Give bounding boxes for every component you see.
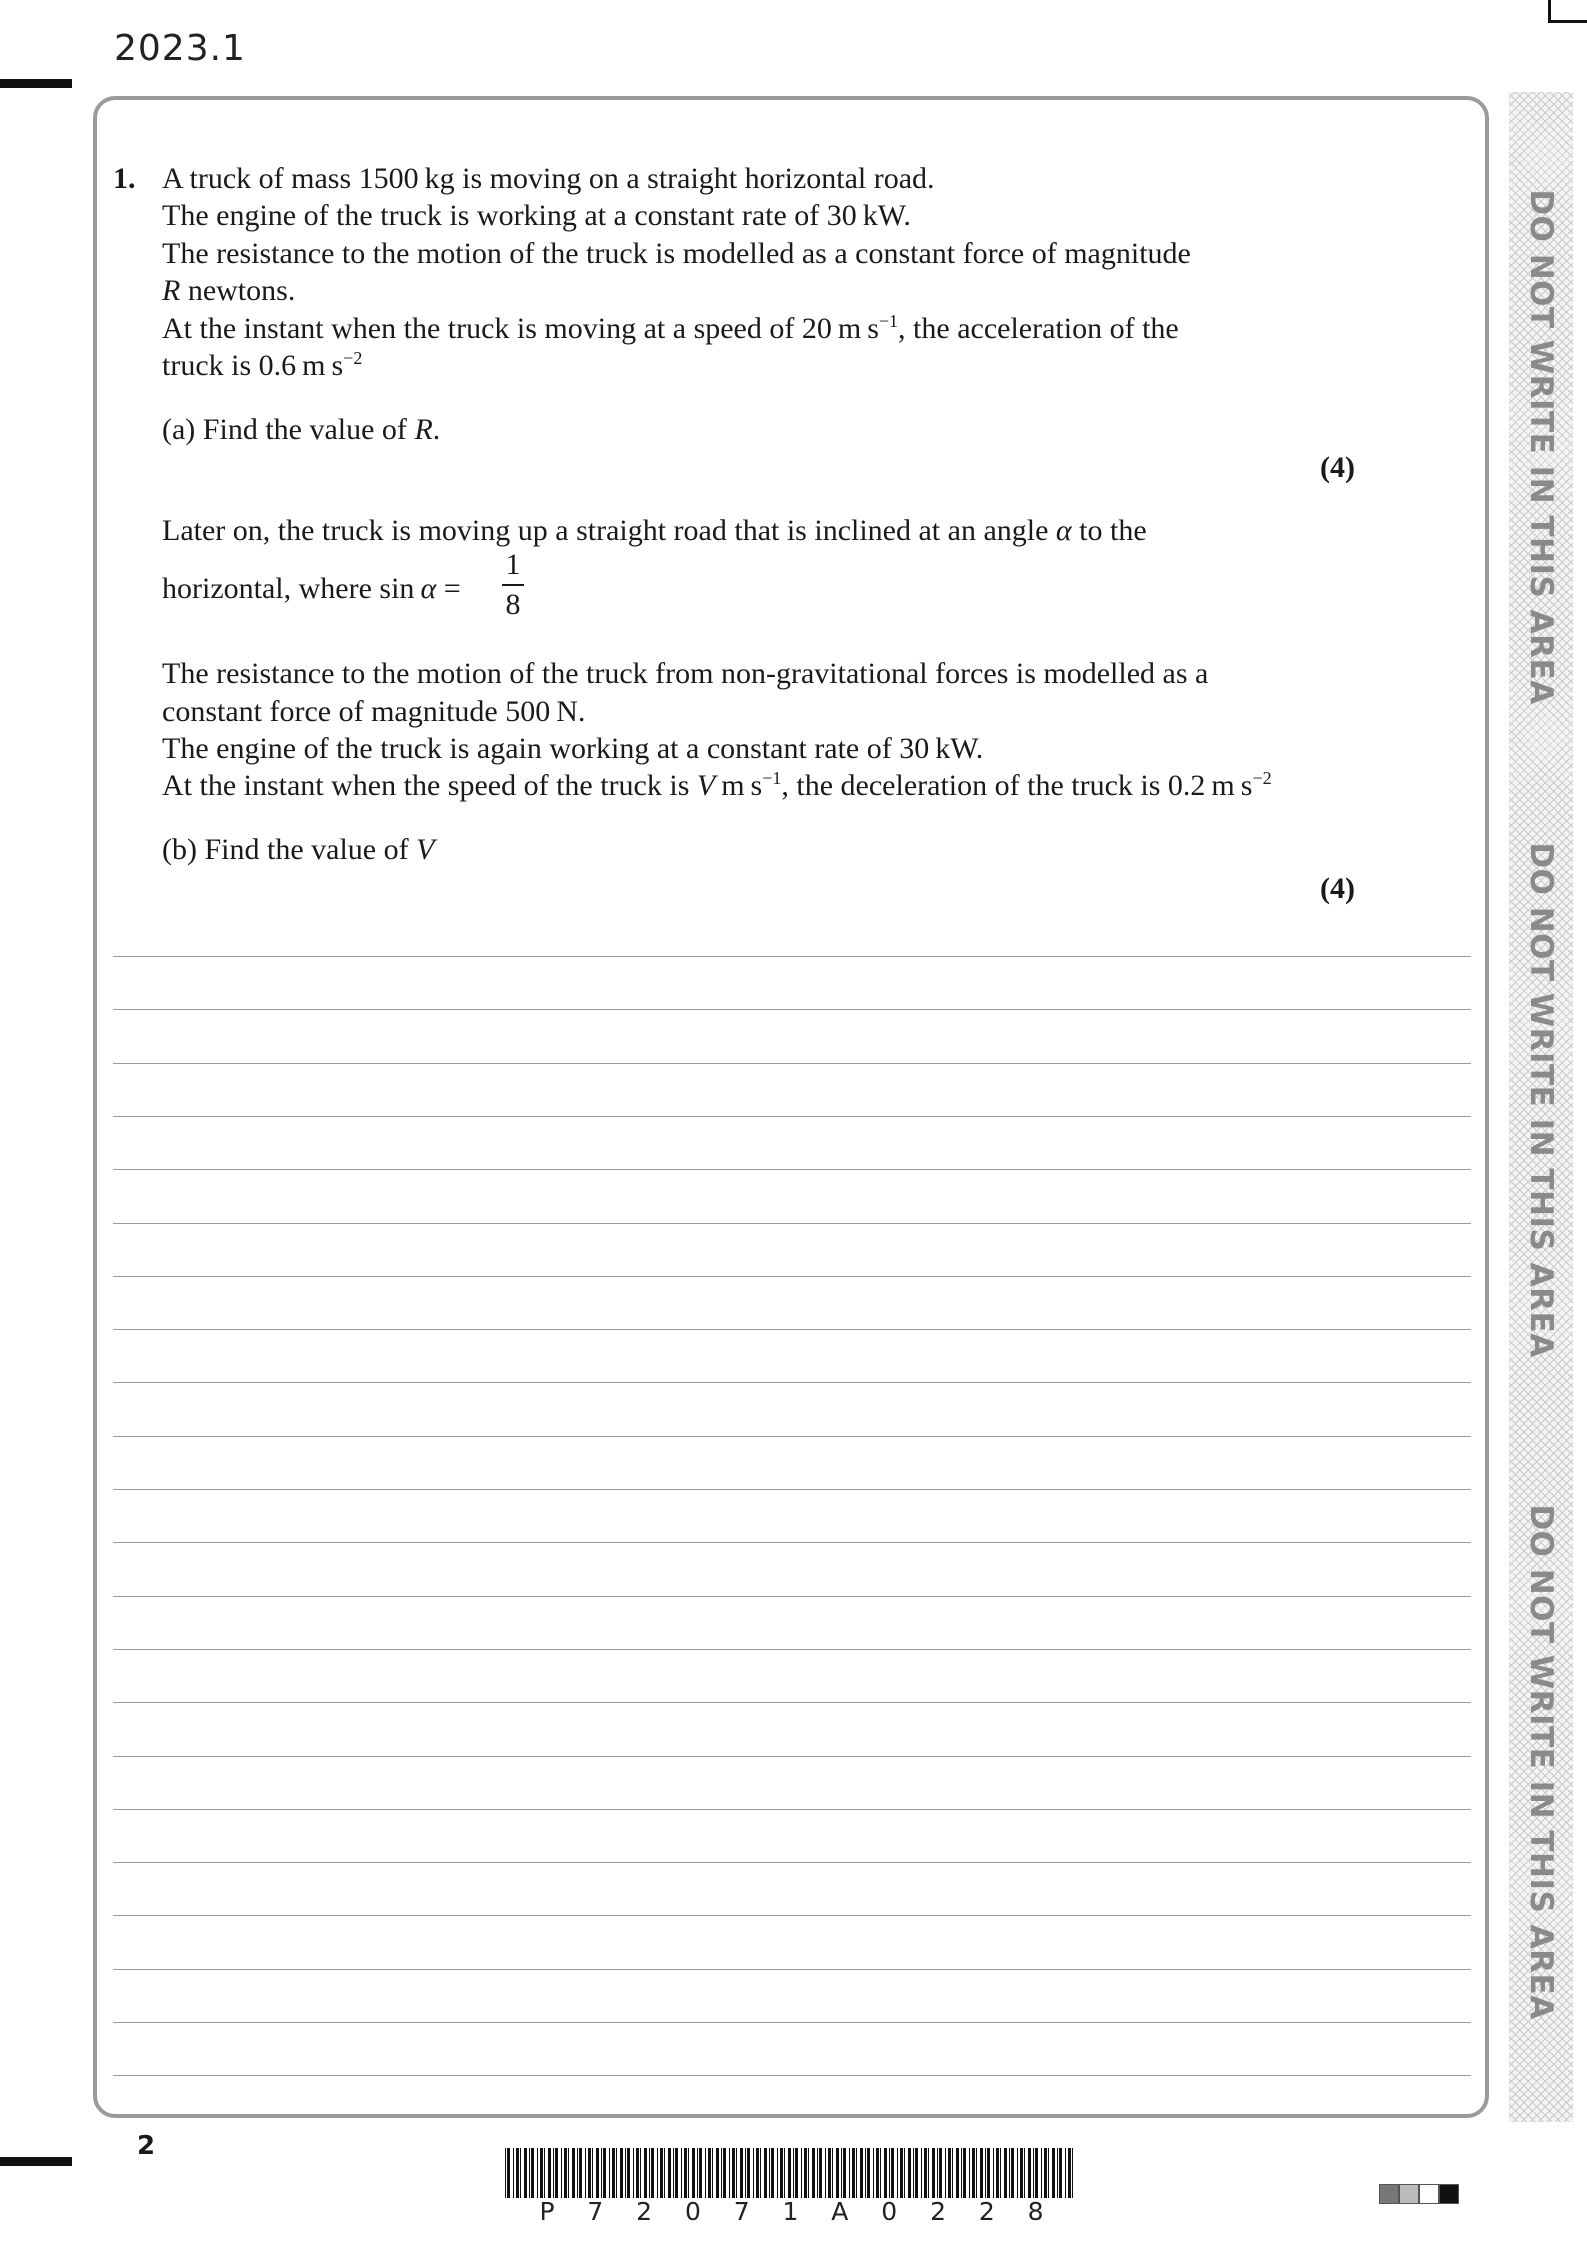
barcode-bar xyxy=(692,2148,695,2198)
barcode-bar xyxy=(524,2148,527,2198)
question-text-line xyxy=(162,570,461,607)
part-a-label: (a) xyxy=(162,413,196,446)
barcode-bar xyxy=(1059,2148,1062,2198)
text-fragment: truck is 0.6 m s xyxy=(162,349,344,382)
barcode-bar xyxy=(948,2148,951,2198)
barcode-bar xyxy=(513,2148,514,2198)
text-fragment: Find the value of xyxy=(204,833,417,866)
swatch-black xyxy=(1439,2184,1459,2204)
question-text-line: The resistance to the motion of the truck from non-gravitational forces is modelled as a xyxy=(162,657,1209,690)
part-a-marks: (4) xyxy=(1320,451,1355,484)
barcode-bar xyxy=(1035,2148,1038,2198)
barcode-bar xyxy=(780,2148,783,2198)
part-b-marks: (4) xyxy=(1320,872,1355,905)
variable-v: V xyxy=(416,833,435,866)
text-fragment: Find the value of xyxy=(202,413,415,446)
paper-code: 2023.1 xyxy=(114,28,246,69)
barcode-bar xyxy=(904,2148,905,2198)
barcode-bar xyxy=(987,2148,990,2198)
answer-line xyxy=(113,1063,1471,1064)
barcode-bar xyxy=(945,2148,946,2198)
answer-line xyxy=(113,1329,1471,1330)
text-fragment: At the instant when the speed of the truck is xyxy=(162,769,697,802)
barcode-bar xyxy=(708,2148,711,2198)
barcode-bar xyxy=(579,2148,582,2198)
page-number: 2 xyxy=(137,2131,156,2161)
fraction-numerator: 1 xyxy=(505,548,521,581)
barcode-bar xyxy=(1011,2148,1014,2198)
barcode-bar xyxy=(1000,2148,1001,2198)
barcode-bar xyxy=(716,2148,719,2198)
barcode-bar xyxy=(1017,2148,1018,2198)
barcode-bar xyxy=(993,2148,994,2198)
barcode-bar xyxy=(657,2148,658,2198)
barcode-bar xyxy=(812,2148,815,2198)
barcode-bar xyxy=(937,2148,938,2198)
barcode-bar xyxy=(908,2148,911,2198)
barcode-bar xyxy=(793,2148,794,2198)
barcode-bar xyxy=(673,2148,674,2198)
barcode-bar xyxy=(712,2148,713,2198)
barcode-text xyxy=(503,2197,1080,2226)
barcode-bar xyxy=(531,2148,534,2198)
barcode-bar xyxy=(764,2148,767,2198)
barcode-bar xyxy=(900,2148,903,2198)
answer-line xyxy=(113,1756,1471,1757)
do-not-write-label: DO NOT WRITE IN THIS AREA xyxy=(1523,1504,1559,2020)
part-b-label: (b) xyxy=(162,833,197,866)
answer-line xyxy=(113,1169,1471,1170)
answer-line xyxy=(113,1436,1471,1437)
barcode-bar xyxy=(976,2148,977,2198)
barcode-bar xyxy=(568,2148,569,2198)
barcode-bar xyxy=(1068,2148,1071,2198)
barcode-bar xyxy=(520,2148,521,2198)
barcode-bar xyxy=(1020,2148,1023,2198)
exponent: −1 xyxy=(762,768,782,788)
barcode-char: 0 xyxy=(684,2197,701,2226)
barcode-char: A xyxy=(831,2197,849,2226)
text-fragment: . xyxy=(432,413,441,446)
question-text-line: constant force of magnitude 500 N. xyxy=(162,695,586,728)
barcode-bar xyxy=(596,2148,599,2198)
answer-line xyxy=(113,1223,1471,1224)
do-not-write-label: DO NOT WRITE IN THIS AREA xyxy=(1523,842,1559,1358)
text-fragment: , the acceleration of the xyxy=(898,312,1179,345)
barcode xyxy=(503,2148,1080,2198)
registration-mark-left-bottom xyxy=(0,2157,72,2166)
text-fragment: , the deceleration of the truck is 0.2 m s xyxy=(781,769,1253,802)
crop-mark-top-right-horizontal xyxy=(1548,20,1587,23)
barcode-char: P xyxy=(539,2197,555,2226)
barcode-bar xyxy=(675,2148,678,2198)
barcode-bar xyxy=(928,2148,929,2198)
barcode-char: 8 xyxy=(1027,2197,1044,2226)
barcode-bar xyxy=(592,2148,593,2198)
answer-line xyxy=(113,1009,1471,1010)
question-text-line: The resistance to the motion of the truck is modelled as a constant force of magnitude xyxy=(162,237,1191,270)
barcode-bar xyxy=(609,2148,610,2198)
swatch-dark-grey xyxy=(1379,2184,1399,2204)
barcode-bar xyxy=(771,2148,774,2198)
barcode-bar xyxy=(777,2148,778,2198)
barcode-bar xyxy=(745,2148,746,2198)
barcode-bar xyxy=(880,2148,881,2198)
answer-frame xyxy=(93,96,1489,2118)
answer-line xyxy=(113,1542,1471,1543)
barcode-bar xyxy=(985,2148,986,2198)
barcode-bar xyxy=(561,2148,562,2198)
text-fragment: horizontal, where sin xyxy=(162,572,421,605)
do-not-write-margin xyxy=(1509,92,1573,2122)
barcode-bar xyxy=(980,2148,983,2198)
barcode-bar xyxy=(915,2148,918,2198)
barcode-bar xyxy=(616,2148,617,2198)
barcode-bar xyxy=(932,2148,935,2198)
barcode-bar xyxy=(817,2148,818,2198)
barcode-bar xyxy=(969,2148,970,2198)
barcode-bar xyxy=(856,2148,857,2198)
answer-line xyxy=(113,1649,1471,1650)
barcode-bar xyxy=(921,2148,922,2198)
barcode-bar xyxy=(540,2148,543,2198)
variable-alpha: α xyxy=(1055,514,1072,547)
barcode-bar xyxy=(819,2148,822,2198)
barcode-bar xyxy=(1065,2148,1066,2198)
variable-r: R xyxy=(414,413,433,446)
answer-line xyxy=(113,2075,1471,2076)
text-fragment: newtons. xyxy=(180,274,296,307)
barcode-bar xyxy=(668,2148,671,2198)
barcode-bar xyxy=(697,2148,698,2198)
barcode-char: 7 xyxy=(587,2197,604,2226)
barcode-bar xyxy=(516,2148,519,2198)
barcode-bar xyxy=(897,2148,898,2198)
barcode-bar xyxy=(544,2148,545,2198)
barcode-bar xyxy=(588,2148,591,2198)
barcode-bar xyxy=(828,2148,831,2198)
barcode-bar xyxy=(723,2148,726,2198)
barcode-bar xyxy=(788,2148,791,2198)
barcode-bar xyxy=(681,2148,682,2198)
text-fragment: = xyxy=(436,572,461,605)
part-a xyxy=(162,411,440,448)
barcode-bar xyxy=(1072,2148,1073,2198)
barcode-bar xyxy=(804,2148,807,2198)
exponent: −2 xyxy=(1252,768,1272,788)
barcode-bar xyxy=(760,2148,761,2198)
barcode-bar xyxy=(1009,2148,1010,2198)
barcode-bar xyxy=(627,2148,630,2198)
barcode-bar xyxy=(736,2148,737,2198)
barcode-bar xyxy=(1052,2148,1055,2198)
barcode-bar xyxy=(865,2148,866,2198)
swatch-white xyxy=(1419,2184,1439,2204)
text-fragment: At the instant when the truck is moving at a speed of 20 m s xyxy=(162,312,879,345)
barcode-bar xyxy=(529,2148,530,2198)
barcode-bar xyxy=(836,2148,839,2198)
barcode-bar xyxy=(849,2148,850,2198)
question-text-line: The engine of the truck is working at a constant rate of 30 kW. xyxy=(162,199,911,232)
variable-r: R xyxy=(162,274,181,307)
barcode-bar xyxy=(688,2148,689,2198)
question-text-line: A truck of mass 1500 kg is moving on a straight horizontal road. xyxy=(162,162,935,195)
crop-mark-top-right xyxy=(1548,0,1551,22)
answer-line xyxy=(113,1276,1471,1277)
answer-line xyxy=(113,1862,1471,1863)
barcode-bar xyxy=(740,2148,743,2198)
exponent: −1 xyxy=(878,311,899,331)
barcode-bar xyxy=(860,2148,863,2198)
barcode-bar xyxy=(939,2148,942,2198)
barcode-bar xyxy=(801,2148,802,2198)
barcode-bar xyxy=(620,2148,623,2198)
barcode-bar xyxy=(601,2148,602,2198)
barcode-bar xyxy=(684,2148,687,2198)
variable-alpha: α xyxy=(420,572,437,605)
barcode-bar xyxy=(1024,2148,1025,2198)
answer-line xyxy=(113,1969,1471,1970)
barcode-bar xyxy=(732,2148,735,2198)
question-number: 1. xyxy=(113,162,136,195)
barcode-bar xyxy=(891,2148,894,2198)
barcode-bar xyxy=(664,2148,665,2198)
barcode-bar xyxy=(572,2148,575,2198)
barcode-char: 0 xyxy=(881,2197,898,2226)
barcode-bar xyxy=(841,2148,842,2198)
swatch-light-grey xyxy=(1399,2184,1419,2204)
barcode-bar xyxy=(867,2148,870,2198)
question-text-line xyxy=(162,512,1147,549)
answer-line xyxy=(113,1489,1471,1490)
answer-line xyxy=(113,1382,1471,1383)
barcode-bar xyxy=(769,2148,770,2198)
barcode-char: 2 xyxy=(978,2197,995,2226)
barcode-bar xyxy=(795,2148,798,2198)
question-text-line: The engine of the truck is again working at a constant rate of 30 kW. xyxy=(162,732,984,765)
barcode-char: 7 xyxy=(733,2197,750,2226)
answer-line xyxy=(113,1915,1471,1916)
barcode-bar xyxy=(577,2148,578,2198)
barcode-bar xyxy=(1057,2148,1058,2198)
text-fragment: m s xyxy=(715,769,763,802)
barcode-bar xyxy=(564,2148,567,2198)
barcode-bar xyxy=(753,2148,754,2198)
barcode-bar xyxy=(625,2148,626,2198)
barcode-bar xyxy=(972,2148,975,2198)
barcode-bar xyxy=(843,2148,846,2198)
fraction-bar xyxy=(502,584,524,586)
answer-line xyxy=(113,1702,1471,1703)
barcode-bar xyxy=(1041,2148,1042,2198)
barcode-bar xyxy=(555,2148,558,2198)
barcode-bar xyxy=(876,2148,879,2198)
text-fragment: Later on, the truck is moving up a straight road that is inclined at an angle xyxy=(162,514,1056,547)
barcode-bar xyxy=(603,2148,606,2198)
barcode-bar xyxy=(660,2148,663,2198)
exponent: −2 xyxy=(343,348,363,368)
barcode-bar xyxy=(612,2148,615,2198)
question-text-line xyxy=(162,272,295,309)
barcode-bar xyxy=(956,2148,959,2198)
barcode-bar xyxy=(705,2148,706,2198)
barcode-bar xyxy=(784,2148,785,2198)
question-text-line xyxy=(162,347,362,384)
barcode-bar xyxy=(553,2148,554,2198)
barcode-bar xyxy=(649,2148,650,2198)
registration-mark-left-top xyxy=(0,79,72,88)
do-not-write-label: DO NOT WRITE IN THIS AREA xyxy=(1523,189,1559,705)
barcode-bar xyxy=(852,2148,855,2198)
answer-line xyxy=(113,956,1471,957)
barcode-bar xyxy=(952,2148,953,2198)
barcode-bar xyxy=(756,2148,759,2198)
question-text-line xyxy=(162,767,1272,804)
barcode-bar xyxy=(1028,2148,1031,2198)
barcode-bar xyxy=(585,2148,586,2198)
barcode-bar xyxy=(1033,2148,1034,2198)
barcode-bar xyxy=(873,2148,874,2198)
barcode-bar xyxy=(505,2148,506,2198)
barcode-bar xyxy=(721,2148,722,2198)
barcode-bar xyxy=(1044,2148,1047,2198)
barcode-bar xyxy=(832,2148,833,2198)
barcode-bar xyxy=(808,2148,809,2198)
barcode-bar xyxy=(1048,2148,1049,2198)
barcode-bar xyxy=(996,2148,999,2198)
question-text-line xyxy=(162,310,1179,347)
fraction-denominator: 8 xyxy=(505,588,521,621)
barcode-bar xyxy=(729,2148,730,2198)
fraction-one-eighth xyxy=(502,548,524,622)
barcode-bar xyxy=(548,2148,551,2198)
barcode-bar xyxy=(699,2148,702,2198)
answer-line xyxy=(113,1596,1471,1597)
barcode-bar xyxy=(913,2148,914,2198)
part-b xyxy=(162,831,434,868)
barcode-char: 2 xyxy=(636,2197,653,2226)
barcode-bar xyxy=(961,2148,962,2198)
barcode-bar xyxy=(507,2148,510,2198)
answer-line xyxy=(113,1116,1471,1117)
variable-v: V xyxy=(696,769,716,802)
barcode-bar xyxy=(640,2148,641,2198)
barcode-bar xyxy=(636,2148,639,2198)
barcode-char: 1 xyxy=(782,2197,799,2226)
answer-line xyxy=(113,1809,1471,1810)
barcode-bar xyxy=(644,2148,647,2198)
barcode-bar xyxy=(651,2148,654,2198)
colour-swatches xyxy=(1379,2184,1459,2204)
barcode-bar xyxy=(963,2148,966,2198)
barcode-bar xyxy=(825,2148,826,2198)
barcode-bar xyxy=(633,2148,634,2198)
barcode-bar xyxy=(747,2148,750,2198)
barcode-bar xyxy=(1004,2148,1007,2198)
barcode-bar xyxy=(889,2148,890,2198)
barcode-bar xyxy=(537,2148,538,2198)
answer-line xyxy=(113,2022,1471,2023)
barcode-char: 2 xyxy=(930,2197,946,2226)
text-fragment: to the xyxy=(1071,514,1147,547)
barcode-bar xyxy=(884,2148,887,2198)
barcode-bar xyxy=(924,2148,927,2198)
